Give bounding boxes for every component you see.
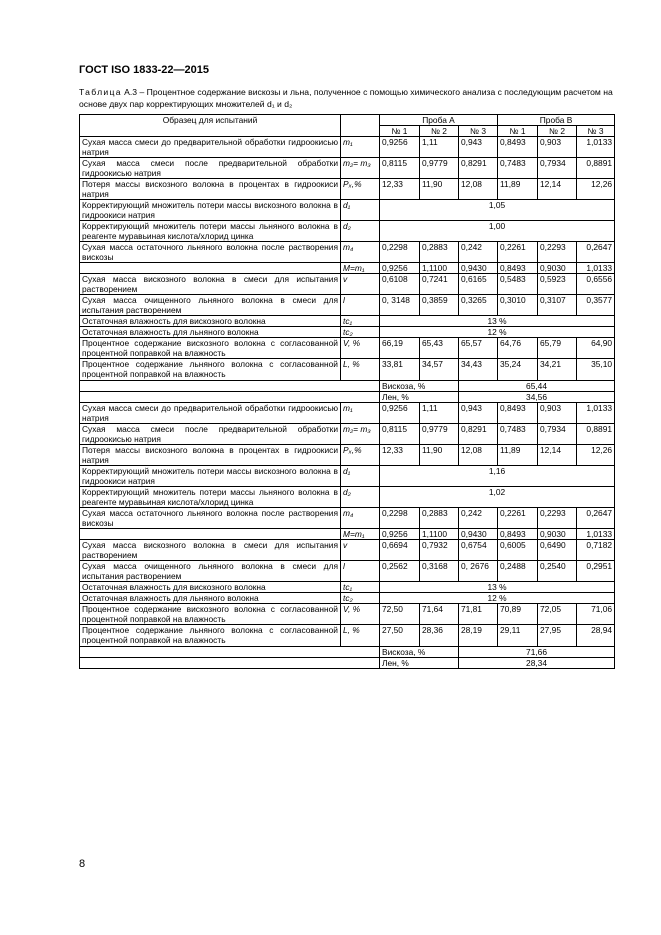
value-cell: 0,3859	[420, 295, 459, 316]
table-row	[80, 274, 615, 295]
merged-value: 12 %	[380, 593, 615, 604]
row-description: Остаточная влажность для льняного волокна	[80, 593, 341, 604]
value-cell: 0,8493	[498, 403, 538, 424]
table-row	[80, 529, 615, 540]
value-cell: 0,9256	[380, 529, 420, 540]
value-cell: 27,95	[538, 625, 577, 647]
summary-viscose-value: 71,66	[459, 647, 615, 658]
value-cell: 0,8891	[577, 424, 615, 445]
table-row	[80, 327, 615, 338]
value-cell: 0,2298	[380, 242, 420, 263]
row-symbol: tc₁	[341, 316, 380, 327]
row-description: Сухая масса очищенного льняного волокна в смеси для испытания растворением	[80, 295, 341, 316]
value-cell: 0,9256	[380, 263, 420, 274]
table-row	[80, 137, 615, 158]
summary-row-linen	[80, 392, 615, 403]
value-cell: 1,0133	[577, 529, 615, 540]
table-row	[80, 604, 615, 625]
value-cell: 0,2951	[577, 561, 615, 582]
row-description: Корректирующий множитель потери массы вискозного волокна в гидроокиси натрия	[80, 466, 341, 487]
summary-viscose-value: 65,44	[459, 381, 615, 392]
value-cell: 0,8493	[498, 137, 538, 158]
row-symbol: tc₂	[341, 327, 380, 338]
table-row	[80, 338, 615, 359]
value-cell: 0,3577	[577, 295, 615, 316]
summary-spacer	[80, 392, 380, 403]
summary-spacer	[80, 658, 380, 669]
value-cell: 0,8115	[380, 158, 420, 179]
page-number: 8	[79, 858, 86, 870]
value-cell: 28,94	[577, 625, 615, 647]
value-cell: 11,89	[498, 445, 538, 466]
value-cell: 0,9030	[538, 263, 577, 274]
row-description: Процентное содержание льняного волокна с согласованной процентной поправкой на влажность	[80, 359, 341, 381]
table-row	[80, 263, 615, 274]
value-cell: 0,943	[459, 137, 498, 158]
value-cell: 0,8493	[498, 263, 538, 274]
value-cell: 0,9256	[380, 137, 420, 158]
value-cell: 0,9430	[459, 529, 498, 540]
value-cell: 11,89	[498, 179, 538, 200]
value-cell: 0,903	[538, 403, 577, 424]
value-cell: 0,3265	[459, 295, 498, 316]
value-cell: 12,33	[380, 179, 420, 200]
value-cell: 12,08	[459, 445, 498, 466]
value-cell: 0,3168	[420, 561, 459, 582]
value-cell: 0,7934	[538, 158, 577, 179]
row-symbol: d₂	[341, 221, 380, 242]
value-cell: 0,903	[538, 137, 577, 158]
value-cell: 0,242	[459, 242, 498, 263]
table-row	[80, 424, 615, 445]
value-cell: 11,90	[420, 445, 459, 466]
subheader-b1: № 1	[498, 126, 538, 137]
value-cell: 0,2261	[498, 508, 538, 529]
value-cell: 0,8291	[459, 158, 498, 179]
value-cell: 29,11	[498, 625, 538, 647]
merged-value: 1,02	[380, 487, 615, 508]
value-cell: 0,2488	[498, 561, 538, 582]
table-row	[80, 540, 615, 561]
summary-row-viscose	[80, 647, 615, 658]
value-cell: 33,81	[380, 359, 420, 381]
summary-row-viscose	[80, 381, 615, 392]
table-row	[80, 200, 615, 221]
value-cell: 0,9030	[538, 529, 577, 540]
value-cell: 0,3107	[538, 295, 577, 316]
value-cell: 12,14	[538, 445, 577, 466]
value-cell: 0,7932	[420, 540, 459, 561]
summary-viscose-label: Вискоза, %	[380, 647, 459, 658]
merged-value: 1,00	[380, 221, 615, 242]
value-cell: 0,6165	[459, 274, 498, 295]
row-description: Процентное содержание льняного волокна с согласованной процентной поправкой на влажность	[80, 625, 341, 647]
row-symbol: d₂	[341, 487, 380, 508]
summary-linen-label: Лен, %	[380, 392, 459, 403]
value-cell: 11,90	[420, 179, 459, 200]
value-cell: 0,6108	[380, 274, 420, 295]
row-description: Процентное содержание вискозного волокна с согласованной процентной поправкой на влажность	[80, 604, 341, 625]
value-cell: 28,19	[459, 625, 498, 647]
table-row	[80, 582, 615, 593]
subheader-a3: № 3	[459, 126, 498, 137]
row-description	[80, 529, 341, 540]
value-cell: 65,57	[459, 338, 498, 359]
row-description: Остаточная влажность для льняного волокна	[80, 327, 341, 338]
row-symbol: tc₁	[341, 582, 380, 593]
row-description: Сухая масса очищенного льняного волокна в смеси для испытания растворением	[80, 561, 341, 582]
value-cell: 28,36	[420, 625, 459, 647]
merged-value: 13 %	[380, 316, 615, 327]
summary-spacer	[80, 647, 380, 658]
row-symbol: m₄	[341, 242, 380, 263]
value-cell: 0,2261	[498, 242, 538, 263]
header-row	[80, 115, 615, 126]
row-description	[80, 263, 341, 274]
value-cell: 0,3010	[498, 295, 538, 316]
row-description: Корректирующий множитель потери массы льняного волокна в реагенте муравьиная кислота/хлорид цинка	[80, 487, 341, 508]
subheader-a2: № 2	[420, 126, 459, 137]
row-symbol: m₂= m₃	[341, 424, 380, 445]
header-probe-b: Проба В	[498, 115, 615, 126]
row-symbol: v	[341, 274, 380, 295]
value-cell: 12,26	[577, 179, 615, 200]
summary-linen-value: 34,56	[459, 392, 615, 403]
value-cell: 0,2883	[420, 508, 459, 529]
value-cell: 70,89	[498, 604, 538, 625]
value-cell: 0,2562	[380, 561, 420, 582]
data-table	[79, 114, 615, 669]
merged-value: 1,05	[380, 200, 615, 221]
row-description: Корректирующий множитель потери массы вискозного волокна в гидроокиси натрия	[80, 200, 341, 221]
table-row	[80, 593, 615, 604]
value-cell: 0,2293	[538, 508, 577, 529]
value-cell: 0,8291	[459, 424, 498, 445]
summary-spacer	[80, 381, 380, 392]
value-cell: 64,90	[577, 338, 615, 359]
row-symbol: L, %	[341, 359, 380, 381]
value-cell: 0,8891	[577, 158, 615, 179]
value-cell: 1,11	[420, 137, 459, 158]
value-cell: 12,14	[538, 179, 577, 200]
table-row	[80, 487, 615, 508]
row-symbol: m₂= m₃	[341, 158, 380, 179]
header-probe-a: Проба А	[380, 115, 498, 126]
table-caption-text: А.3 – Процентное содержание вискозы и льна, полученное с помощью химического анализа с последующим расчетом на основе двух пар корректирующих множителей d₁ и d₂	[79, 87, 613, 109]
value-cell: 1,1100	[420, 263, 459, 274]
value-cell: 72,50	[380, 604, 420, 625]
row-symbol: Pₓ,%	[341, 445, 380, 466]
value-cell: 0,943	[459, 403, 498, 424]
value-cell: 64,76	[498, 338, 538, 359]
row-symbol: m₄	[341, 508, 380, 529]
header-sample: Образец для испытаний	[80, 115, 341, 137]
value-cell: 34,43	[459, 359, 498, 381]
value-cell: 0,9779	[420, 424, 459, 445]
value-cell: 12,08	[459, 179, 498, 200]
summary-linen-label: Лен, %	[380, 658, 459, 669]
subheader-b2: № 2	[538, 126, 577, 137]
value-cell: 12,33	[380, 445, 420, 466]
value-cell: 0,7483	[498, 158, 538, 179]
value-cell: 0,6754	[459, 540, 498, 561]
row-description: Остаточная влажность для вискозного волокна	[80, 582, 341, 593]
value-cell: 0,6694	[380, 540, 420, 561]
table-row	[80, 561, 615, 582]
value-cell: 0,9779	[420, 158, 459, 179]
table-row	[80, 242, 615, 263]
value-cell: 0,7241	[420, 274, 459, 295]
table-caption-label: Таблица	[79, 87, 122, 97]
value-cell: 0,8493	[498, 529, 538, 540]
table-row	[80, 221, 615, 242]
value-cell: 0,2647	[577, 508, 615, 529]
value-cell: 0,5923	[538, 274, 577, 295]
row-symbol: Pₓ,%	[341, 179, 380, 200]
summary-linen-value: 28,34	[459, 658, 615, 669]
value-cell: 71,81	[459, 604, 498, 625]
row-symbol: d₁	[341, 466, 380, 487]
value-cell: 12,26	[577, 445, 615, 466]
row-description: Сухая масса остаточного льняного волокна после растворения вискозы	[80, 242, 341, 263]
value-cell: 0,242	[459, 508, 498, 529]
value-cell: 0,9430	[459, 263, 498, 274]
value-cell: 0,6556	[577, 274, 615, 295]
row-symbol: V, %	[341, 604, 380, 625]
value-cell: 35,10	[577, 359, 615, 381]
value-cell: 66,19	[380, 338, 420, 359]
value-cell: 0,6490	[538, 540, 577, 561]
value-cell: 1,0133	[577, 403, 615, 424]
value-cell: 35,24	[498, 359, 538, 381]
value-cell: 0,2293	[538, 242, 577, 263]
row-description: Сухая масса смеси до предварительной обработки гидроокисью натрия	[80, 137, 341, 158]
value-cell: 1,0133	[577, 137, 615, 158]
row-description: Сухая масса вискозного волокна в смеси для испытания растворением	[80, 540, 341, 561]
row-description: Корректирующий множитель потери массы льняного волокна в реагенте муравьиная кислота/хлорид цинка	[80, 221, 341, 242]
value-cell: 34,21	[538, 359, 577, 381]
value-cell: 0,9256	[380, 403, 420, 424]
table-row	[80, 625, 615, 647]
value-cell: 0,7483	[498, 424, 538, 445]
row-symbol: v	[341, 540, 380, 561]
value-cell: 0,2647	[577, 242, 615, 263]
table-row	[80, 179, 615, 200]
table-row	[80, 158, 615, 179]
value-cell: 0,6005	[498, 540, 538, 561]
value-cell: 34,57	[420, 359, 459, 381]
merged-value: 13 %	[380, 582, 615, 593]
row-symbol: m₁	[341, 403, 380, 424]
table-caption	[79, 87, 614, 110]
row-symbol: tc₂	[341, 593, 380, 604]
document-header: ГОСТ ISO 1833-22—2015	[79, 64, 209, 76]
header-symbol-cell	[341, 115, 380, 137]
row-symbol: l	[341, 561, 380, 582]
value-cell: 0,2540	[538, 561, 577, 582]
row-symbol: M=m₁	[341, 529, 380, 540]
value-cell: 0, 3148	[380, 295, 420, 316]
value-cell: 0,2883	[420, 242, 459, 263]
value-cell: 0,7182	[577, 540, 615, 561]
row-symbol: V, %	[341, 338, 380, 359]
value-cell: 0,7934	[538, 424, 577, 445]
value-cell: 0,2298	[380, 508, 420, 529]
row-description: Сухая масса смеси после предварительной обработки гидроокисью натрия	[80, 424, 341, 445]
value-cell: 72,05	[538, 604, 577, 625]
row-description: Сухая масса вискозного волокна в смеси для испытания растворением	[80, 274, 341, 295]
row-description: Потеря массы вискозного волокна в процентах в гидроокиси натрия	[80, 179, 341, 200]
row-description: Процентное содержание вискозного волокна с согласованной процентной поправкой на влажность	[80, 338, 341, 359]
summary-viscose-label: Вискоза, %	[380, 381, 459, 392]
merged-value: 12 %	[380, 327, 615, 338]
table-row	[80, 316, 615, 327]
value-cell: 65,79	[538, 338, 577, 359]
row-symbol: L, %	[341, 625, 380, 647]
table-row	[80, 403, 615, 424]
value-cell: 71,06	[577, 604, 615, 625]
table-row	[80, 445, 615, 466]
row-description: Сухая масса смеси после предварительной обработки гидроокисью натрия	[80, 158, 341, 179]
value-cell: 0,5483	[498, 274, 538, 295]
row-symbol: d₁	[341, 200, 380, 221]
row-description: Сухая масса смеси до предварительной обработки гидроокисью натрия	[80, 403, 341, 424]
subheader-b3: № 3	[577, 126, 615, 137]
table-row	[80, 359, 615, 381]
value-cell: 0, 2676	[459, 561, 498, 582]
summary-row-linen	[80, 658, 615, 669]
table-row	[80, 295, 615, 316]
row-description: Остаточная влажность для вискозного волокна	[80, 316, 341, 327]
table-body	[80, 137, 615, 669]
row-symbol: l	[341, 295, 380, 316]
value-cell: 0,8115	[380, 424, 420, 445]
row-description: Потеря массы вискозного волокна в процентах в гидроокиси натрия	[80, 445, 341, 466]
row-symbol: m₁	[341, 137, 380, 158]
merged-value: 1,16	[380, 466, 615, 487]
row-description: Сухая масса остаточного льняного волокна после растворения вискозы	[80, 508, 341, 529]
value-cell: 1,1100	[420, 529, 459, 540]
value-cell: 71,64	[420, 604, 459, 625]
value-cell: 27,50	[380, 625, 420, 647]
subheader-a1: № 1	[380, 126, 420, 137]
table-row	[80, 466, 615, 487]
value-cell: 1,0133	[577, 263, 615, 274]
value-cell: 1,11	[420, 403, 459, 424]
table-row	[80, 508, 615, 529]
value-cell: 65,43	[420, 338, 459, 359]
row-symbol: M=m₁	[341, 263, 380, 274]
